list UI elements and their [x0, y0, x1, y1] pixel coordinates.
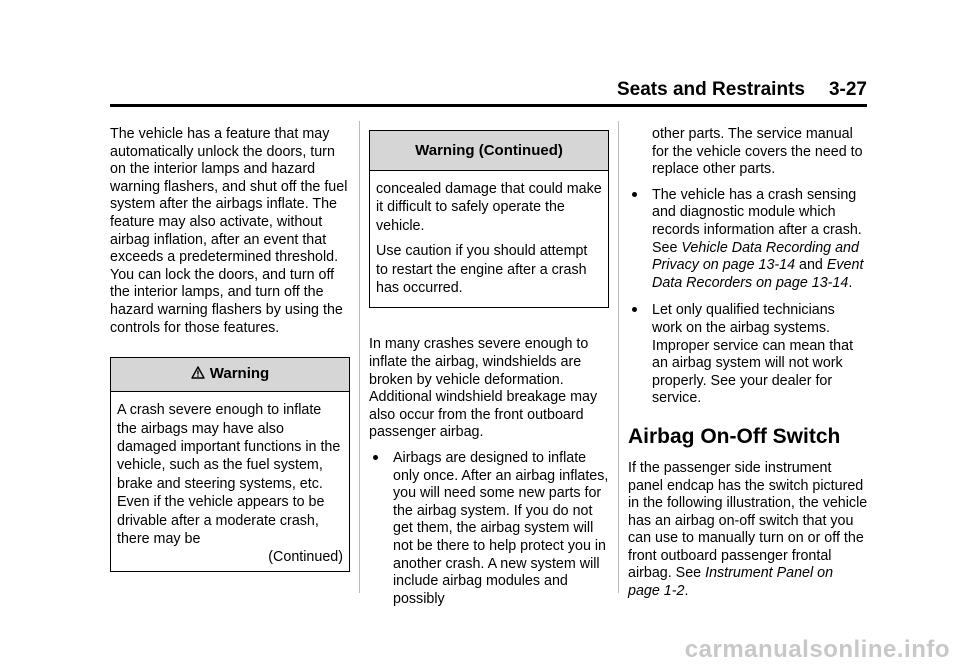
intro-paragraph: The vehicle has a feature that may automatically unlock the doors, turn on the interior lamps and hazard warning flashers, and shut off the fuel system after the airbags inflate. The feature may also activate, without airbag inflation, after an event that exceeds a predetermined threshold. You can lock the doors, and turn off the interior lamps, and turn off the hazard warning flashers by using the controls for those features. — [110, 126, 348, 336]
section-paragraph — [628, 460, 868, 601]
bullet-list-1 — [369, 450, 609, 608]
section-text: If the passenger side instrument panel endcap has the switch pictured in the following illustration, the vehicle has an airbag on-off switch that you can use to manually turn on or off the front outboard passenger frontal airbag. See — [628, 459, 868, 582]
cross-reference-link[interactable]: Instrument Panel on page 1-2 — [628, 565, 834, 600]
column-2 — [369, 126, 609, 608]
bullet-text: Let only qualified technicians work on the airbag systems. Improper service can mean that an airbag system will not work properly. See your dealer for service. — [652, 302, 854, 407]
warning-text: A crash severe enough to inflate the airbags may have also damaged important functions in the vehicle, such as the fuel system, brake and steering systems, etc. Even if the vehicle appears to be drivable after a moderate crash, there may be — [117, 402, 341, 547]
windshield-paragraph: In many crashes severe enough to inflate the airbag, windshields are broken by vehicle deformation. Additional windshield breakage may also occur from the front outboard passenger airbag. — [369, 336, 598, 441]
warning-continued-header: Warning (Continued) — [370, 131, 608, 171]
list-item — [628, 302, 868, 408]
page-header — [110, 78, 867, 102]
section-text-post: . — [684, 583, 689, 600]
section-heading: Airbag On-Off Switch — [628, 424, 841, 448]
bullet-icon — [632, 192, 637, 197]
warning-title: Warning — [209, 365, 270, 383]
continued-bullet-text: other parts. The service manual for the vehicle covers the need to replace other parts. — [652, 126, 863, 178]
bullet-text: Airbags are designed to inflate only once. After an airbag inflates, you will need some new parts for the airbag system. If you do not get them, the airbag system will not be there to help protect you in another crash. A new system will include airbag modules and possibly — [393, 450, 609, 607]
section-title-header: Seats and Restraints — [617, 79, 805, 100]
bullet-text-pre: The vehicle has a crash sensing and diagnostic module which records information after a crash. See — [652, 186, 862, 256]
bullet-icon — [373, 455, 378, 460]
warning-header — [111, 358, 349, 392]
column-divider-2 — [618, 121, 619, 593]
column-divider-1 — [359, 121, 360, 593]
cross-reference-link[interactable]: Vehicle Data Recording and Privacy on page 13-14 — [652, 239, 859, 274]
bullet-list-2 — [628, 187, 868, 408]
list-item — [369, 450, 609, 608]
header-rule — [110, 104, 867, 107]
warning-continued-box — [369, 130, 609, 308]
column-1 — [110, 126, 350, 572]
list-item — [628, 187, 868, 293]
page-number: 3-27 — [828, 79, 867, 100]
column-3 — [628, 126, 868, 601]
watermark: carmanualsonline.info — [684, 636, 950, 663]
cross-reference-link[interactable]: Event Data Recorders on page 13-14 — [652, 257, 864, 291]
warning-triangle-icon — [191, 366, 205, 379]
warning-body — [111, 392, 349, 571]
warning-continued-text-2: Use caution if you should attempt to restart the engine after a crash has occurred. — [376, 243, 588, 297]
warning-box — [110, 357, 350, 572]
warning-continued-text-1: concealed damage that could make it difficult to safely operate the vehicle. — [376, 181, 602, 234]
bullet-icon — [632, 307, 637, 312]
bullet-text-post: . — [848, 274, 853, 291]
warning-continued-body — [370, 171, 608, 307]
continued-label: (Continued) — [268, 549, 343, 566]
bullet-text-mid: and — [795, 257, 827, 274]
